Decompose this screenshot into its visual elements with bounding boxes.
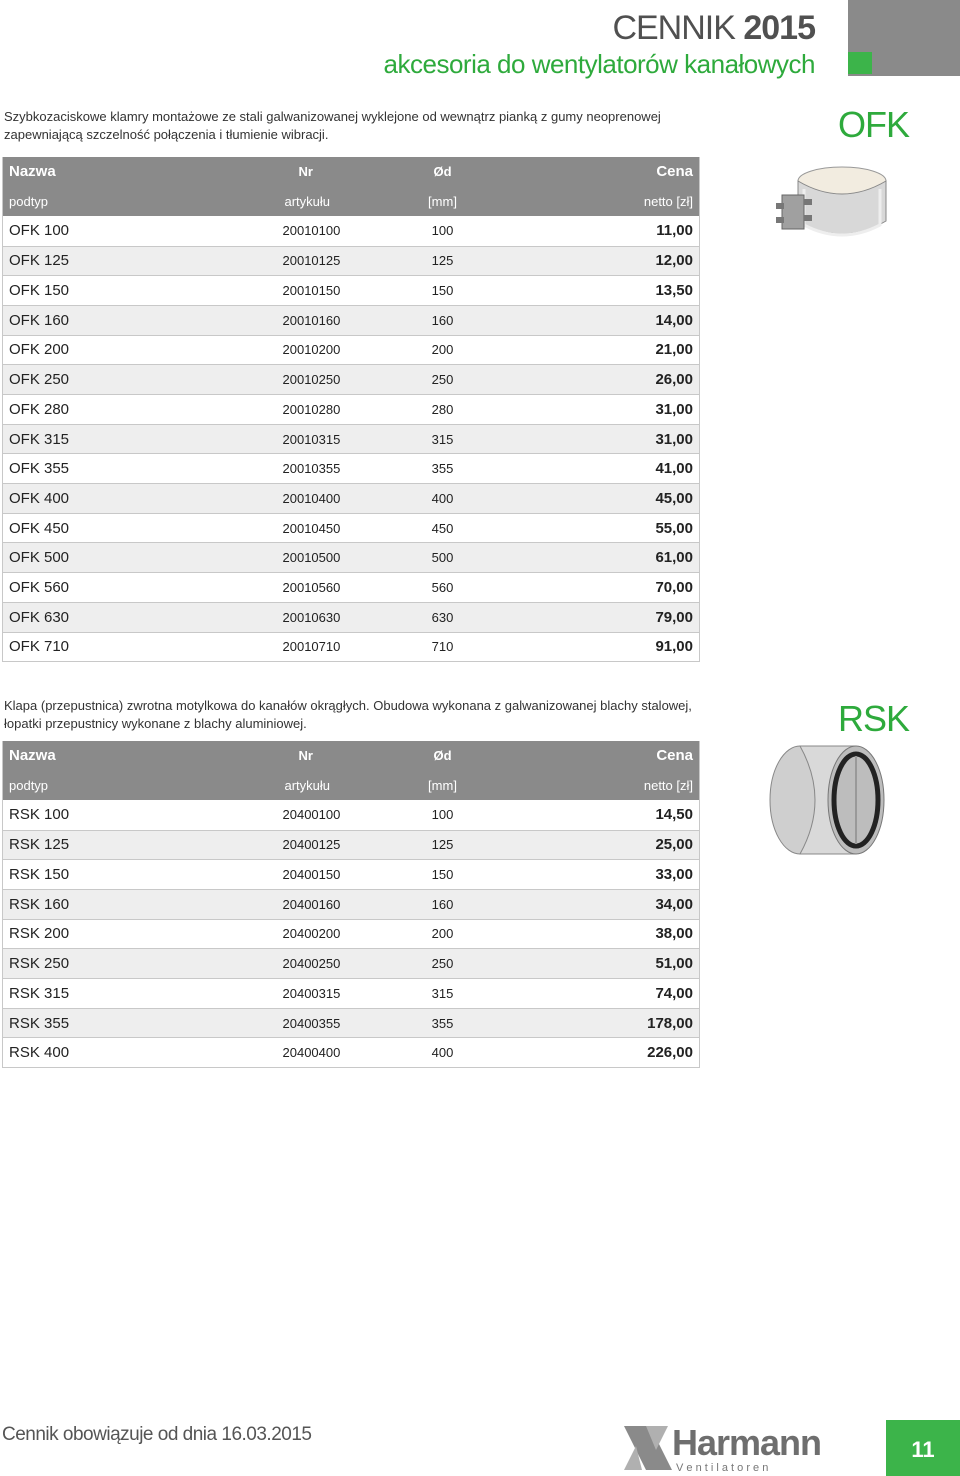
col-nr-subheader: artykułu — [284, 778, 331, 794]
cell-nr: 20010355 — [203, 454, 373, 484]
cell-diameter: 315 — [373, 979, 513, 1009]
cell-diameter: 560 — [373, 573, 513, 603]
table-row — [3, 919, 700, 949]
cell-price: 26,00 — [513, 365, 700, 395]
cell-diameter: 160 — [373, 889, 513, 919]
cell-diameter: 250 — [373, 949, 513, 979]
cell-name: OFK 125 — [3, 246, 203, 276]
cell-nr: 20400355 — [203, 1008, 373, 1038]
rsk-price-table — [2, 741, 700, 1068]
table-row — [3, 800, 700, 830]
cell-diameter: 125 — [373, 830, 513, 860]
col-name-header: Nazwa — [9, 747, 56, 765]
table-row — [3, 1038, 700, 1068]
cell-price: 33,00 — [513, 860, 700, 890]
validity-note: Cennik obowiązuje od dnia 16.03.2015 — [2, 1424, 312, 1445]
cell-nr: 20010160 — [203, 305, 373, 335]
corner-accent — [848, 52, 872, 74]
col-nr-header: Nr — [298, 748, 313, 764]
table-row — [3, 305, 700, 335]
col-nr-subheader: artykułu — [284, 194, 331, 210]
cell-nr: 20010400 — [203, 484, 373, 514]
cell-price: 74,00 — [513, 979, 700, 1009]
rsk-damper-image — [764, 740, 894, 860]
table-subheader-row — [3, 187, 700, 217]
cell-price: 45,00 — [513, 484, 700, 514]
title-year: 2015 — [743, 9, 815, 47]
header-title — [384, 8, 815, 48]
table-row — [3, 513, 700, 543]
table-row — [3, 602, 700, 632]
cell-diameter: 150 — [373, 276, 513, 306]
cell-nr: 20010200 — [203, 335, 373, 365]
cell-name: RSK 400 — [3, 1038, 203, 1068]
table-row — [3, 484, 700, 514]
table-row — [3, 276, 700, 306]
cell-diameter: 280 — [373, 395, 513, 425]
table-row — [3, 860, 700, 890]
cell-nr: 20010100 — [203, 216, 373, 246]
col-name-subheader: podtyp — [9, 778, 49, 794]
col-nr-header: Nr — [298, 164, 313, 180]
col-d-subheader: [mm] — [428, 194, 457, 210]
table-row — [3, 632, 700, 662]
table-header-row — [3, 157, 700, 187]
cell-price: 31,00 — [513, 395, 700, 425]
cell-name: RSK 160 — [3, 889, 203, 919]
rsk-description: Klapa (przepustnica) zwrotna motylkowa do kanałów okrągłych. Obudowa wykonana z galwanizowanej blachy stalowej, łopatki przepustnicy wykonane z blachy aluminiowej. — [4, 698, 692, 731]
cell-name: RSK 355 — [3, 1008, 203, 1038]
cell-name: OFK 280 — [3, 395, 203, 425]
cell-name: RSK 125 — [3, 830, 203, 860]
cell-nr: 20400250 — [203, 949, 373, 979]
cell-nr: 20010125 — [203, 246, 373, 276]
cell-price: 38,00 — [513, 919, 700, 949]
col-name-header: Nazwa — [9, 163, 56, 181]
table-row — [3, 830, 700, 860]
col-price-header: Cena — [656, 747, 693, 765]
cell-name: OFK 710 — [3, 632, 203, 662]
cell-price: 21,00 — [513, 335, 700, 365]
table-row — [3, 365, 700, 395]
header-subtitle: akcesoria do wentylatorów kanałowych — [383, 49, 815, 79]
cell-diameter: 355 — [373, 1008, 513, 1038]
page-header — [384, 8, 815, 80]
table-row — [3, 889, 700, 919]
cell-diameter: 400 — [373, 1038, 513, 1068]
cell-name: OFK 450 — [3, 513, 203, 543]
cell-nr: 20010710 — [203, 632, 373, 662]
table-row — [3, 949, 700, 979]
cell-name: OFK 200 — [3, 335, 203, 365]
cell-price: 226,00 — [513, 1038, 700, 1068]
cell-diameter: 630 — [373, 602, 513, 632]
table-row — [3, 573, 700, 603]
table-header-row — [3, 741, 700, 771]
table-row — [3, 216, 700, 246]
table-row — [3, 543, 700, 573]
cell-name: OFK 100 — [3, 216, 203, 246]
cell-diameter: 200 — [373, 335, 513, 365]
cell-diameter: 100 — [373, 216, 513, 246]
table-row — [3, 979, 700, 1009]
cell-nr: 20400200 — [203, 919, 373, 949]
col-price-subheader: netto [zł] — [643, 778, 693, 794]
cell-price: 31,00 — [513, 424, 700, 454]
table-subheader-row — [3, 771, 700, 801]
cell-name: RSK 250 — [3, 949, 203, 979]
cell-nr: 20400150 — [203, 860, 373, 890]
col-d-header: Ød — [433, 164, 452, 180]
cell-name: OFK 630 — [3, 602, 203, 632]
cell-nr: 20010500 — [203, 543, 373, 573]
cell-diameter: 315 — [373, 424, 513, 454]
cell-diameter: 250 — [373, 365, 513, 395]
cell-price: 14,50 — [513, 800, 700, 830]
cell-diameter: 710 — [373, 632, 513, 662]
ofk-clamp-image — [772, 155, 892, 255]
cell-price: 25,00 — [513, 830, 700, 860]
col-price-subheader: netto [zł] — [643, 194, 693, 210]
cell-nr: 20010630 — [203, 602, 373, 632]
cell-diameter: 100 — [373, 800, 513, 830]
cell-nr: 20010150 — [203, 276, 373, 306]
rsk-section-label: RSK — [838, 698, 910, 739]
cell-price: 51,00 — [513, 949, 700, 979]
table-row — [3, 454, 700, 484]
cell-name: RSK 150 — [3, 860, 203, 890]
col-d-subheader: [mm] — [428, 778, 457, 794]
cell-diameter: 400 — [373, 484, 513, 514]
cell-price: 14,00 — [513, 305, 700, 335]
cell-name: OFK 160 — [3, 305, 203, 335]
page-number: 11 — [886, 1420, 960, 1476]
cell-diameter: 200 — [373, 919, 513, 949]
title-prefix: CENNIK — [612, 9, 735, 47]
cell-diameter: 355 — [373, 454, 513, 484]
cell-name: RSK 100 — [3, 800, 203, 830]
table-row — [3, 424, 700, 454]
ofk-table-body — [3, 216, 700, 661]
cell-name: RSK 200 — [3, 919, 203, 949]
cell-price: 91,00 — [513, 632, 700, 662]
col-name-subheader: podtyp — [9, 194, 49, 210]
col-price-header: Cena — [656, 163, 693, 181]
cell-nr: 20400400 — [203, 1038, 373, 1068]
cell-price: 55,00 — [513, 513, 700, 543]
cell-price: 61,00 — [513, 543, 700, 573]
table-row — [3, 246, 700, 276]
cell-price: 79,00 — [513, 602, 700, 632]
rsk-table-body — [3, 800, 700, 1067]
cell-diameter: 160 — [373, 305, 513, 335]
cell-name: OFK 250 — [3, 365, 203, 395]
cell-nr: 20400315 — [203, 979, 373, 1009]
table-row — [3, 395, 700, 425]
cell-nr: 20010280 — [203, 395, 373, 425]
cell-diameter: 150 — [373, 860, 513, 890]
col-d-header: Ød — [433, 748, 452, 764]
cell-nr: 20010315 — [203, 424, 373, 454]
cell-diameter: 450 — [373, 513, 513, 543]
cell-price: 178,00 — [513, 1008, 700, 1038]
cell-name: OFK 150 — [3, 276, 203, 306]
cell-name: OFK 400 — [3, 484, 203, 514]
cell-nr: 20400100 — [203, 800, 373, 830]
ofk-section-label: OFK — [838, 104, 910, 145]
ofk-description: Szybkozaciskowe klamry montażowe ze stali galwanizowanej wyklejone od wewnątrz pianką z gumy neoprenowej zapewniającą szczelność połączenia i tłumienie wibracji. — [4, 109, 661, 142]
harmann-logo-mark — [620, 1420, 680, 1476]
cell-price: 11,00 — [513, 216, 700, 246]
cell-price: 34,00 — [513, 889, 700, 919]
cell-price: 41,00 — [513, 454, 700, 484]
brand-name: Harmann — [672, 1422, 822, 1463]
cell-price: 13,50 — [513, 276, 700, 306]
cell-name: OFK 355 — [3, 454, 203, 484]
table-row — [3, 1008, 700, 1038]
cell-nr: 20010450 — [203, 513, 373, 543]
cell-name: OFK 315 — [3, 424, 203, 454]
cell-diameter: 125 — [373, 246, 513, 276]
cell-price: 12,00 — [513, 246, 700, 276]
harmann-logo — [620, 1420, 820, 1476]
cell-nr: 20400125 — [203, 830, 373, 860]
cell-name: OFK 500 — [3, 543, 203, 573]
cell-diameter: 500 — [373, 543, 513, 573]
table-row — [3, 335, 700, 365]
ofk-price-table — [2, 157, 700, 662]
cell-name: RSK 315 — [3, 979, 203, 1009]
cell-nr: 20010250 — [203, 365, 373, 395]
brand-sub: V e n t i l a t o r e n — [676, 1462, 769, 1474]
cell-nr: 20010560 — [203, 573, 373, 603]
cell-name: OFK 560 — [3, 573, 203, 603]
cell-price: 70,00 — [513, 573, 700, 603]
cell-nr: 20400160 — [203, 889, 373, 919]
